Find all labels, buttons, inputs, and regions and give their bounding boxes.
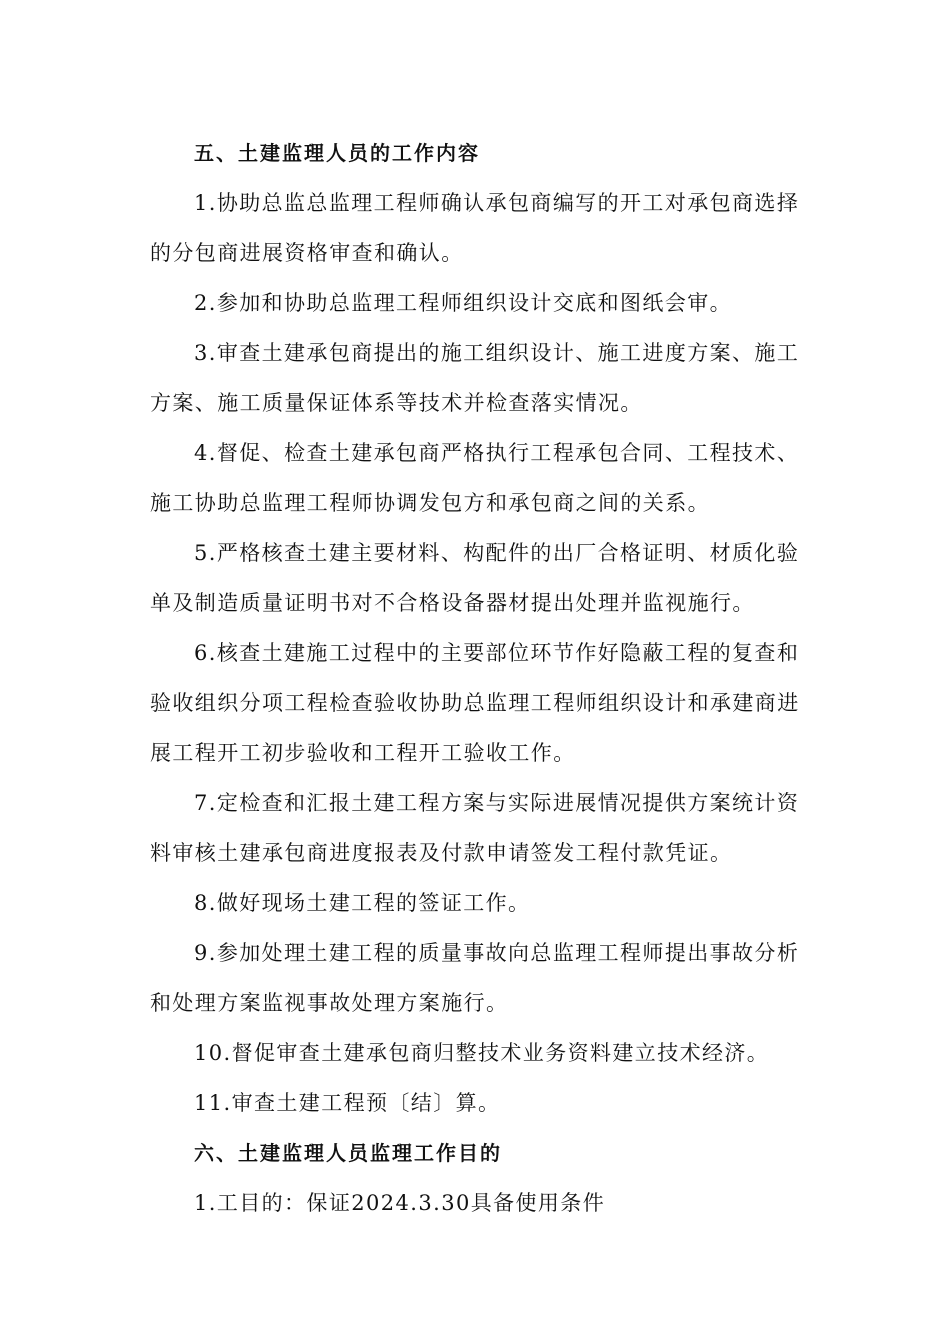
list-item-3 (150, 328, 800, 428)
list-item-1 (150, 178, 800, 278)
paragraph-line: 和处理方案监视事故处理方案施行。 (150, 991, 509, 1015)
list-item-10 (150, 1028, 800, 1078)
paragraph-line: 5.严格核查土建主要材料、构配件的出厂合格证明、材质化验 (194, 541, 800, 565)
list-item-2 (150, 278, 800, 328)
paragraph-line: 展工程开工初步验收和工程开工验收工作。 (150, 741, 576, 765)
paragraph-line: 11.审查土建工程预〔结〕算。 (194, 1091, 501, 1115)
list-item-7 (150, 778, 800, 878)
section-heading-5: 五、土建监理人员的工作内容 (194, 141, 480, 165)
paragraph-line: 料审核土建承包商进度报表及付款申请签发工程付款凭证。 (150, 841, 733, 865)
list-item-4 (150, 428, 800, 528)
paragraph-line: 6.核查土建施工过程中的主要部位环节作好隐蔽工程的复查和 (194, 641, 800, 665)
paragraph-line: 3.审查土建承包商提出的施工组织设计、施工进度方案、施工 (194, 341, 800, 365)
paragraph-line: 4.督促、检查土建承包商严格执行工程承包合同、工程技术、 (194, 441, 800, 465)
list-item-11 (150, 1078, 800, 1128)
paragraph-line: 7.定检查和汇报土建工程方案与实际进展情况提供方案统计资 (194, 791, 800, 815)
paragraph-line: 8.做好现场土建工程的签证工作。 (194, 891, 531, 915)
paragraph-line: 9.参加处理土建工程的质量事故向总监理工程师提出事故分析 (194, 941, 800, 965)
paragraph-line: 1.协助总监总监理工程师确认承包商编写的开工对承包商选择 (194, 191, 800, 215)
list-item-5 (150, 528, 800, 628)
list-item-6 (150, 628, 800, 778)
paragraph-line: 单及制造质量证明书对不合格设备器材提出处理并监视施行。 (150, 591, 755, 615)
list-item-8 (150, 878, 800, 928)
list-item-9 (150, 928, 800, 1028)
paragraph-line: 10.督促审查土建承包商归整技术业务资料建立技术经济。 (194, 1041, 770, 1065)
paragraph-line: 1.工目的：保证2024.3.30具备使用条件 (194, 1191, 606, 1215)
paragraph-line: 2.参加和协助总监理工程师组织设计交底和图纸会审。 (194, 291, 733, 315)
paragraph-line: 验收组织分项工程检查验收协助总监理工程师组织设计和承建商进 (150, 691, 800, 715)
section-heading-6: 六、土建监理人员监理工作目的 (194, 1141, 502, 1165)
list-item-6-1 (150, 1178, 800, 1228)
document-body (150, 128, 800, 1228)
paragraph-line: 施工协助总监理工程师协调发包方和承包商之间的关系。 (150, 491, 710, 515)
paragraph-line: 的分包商进展资格审查和确认。 (150, 241, 464, 265)
paragraph-line: 方案、施工质量保证体系等技术并检查落实情况。 (150, 391, 643, 415)
